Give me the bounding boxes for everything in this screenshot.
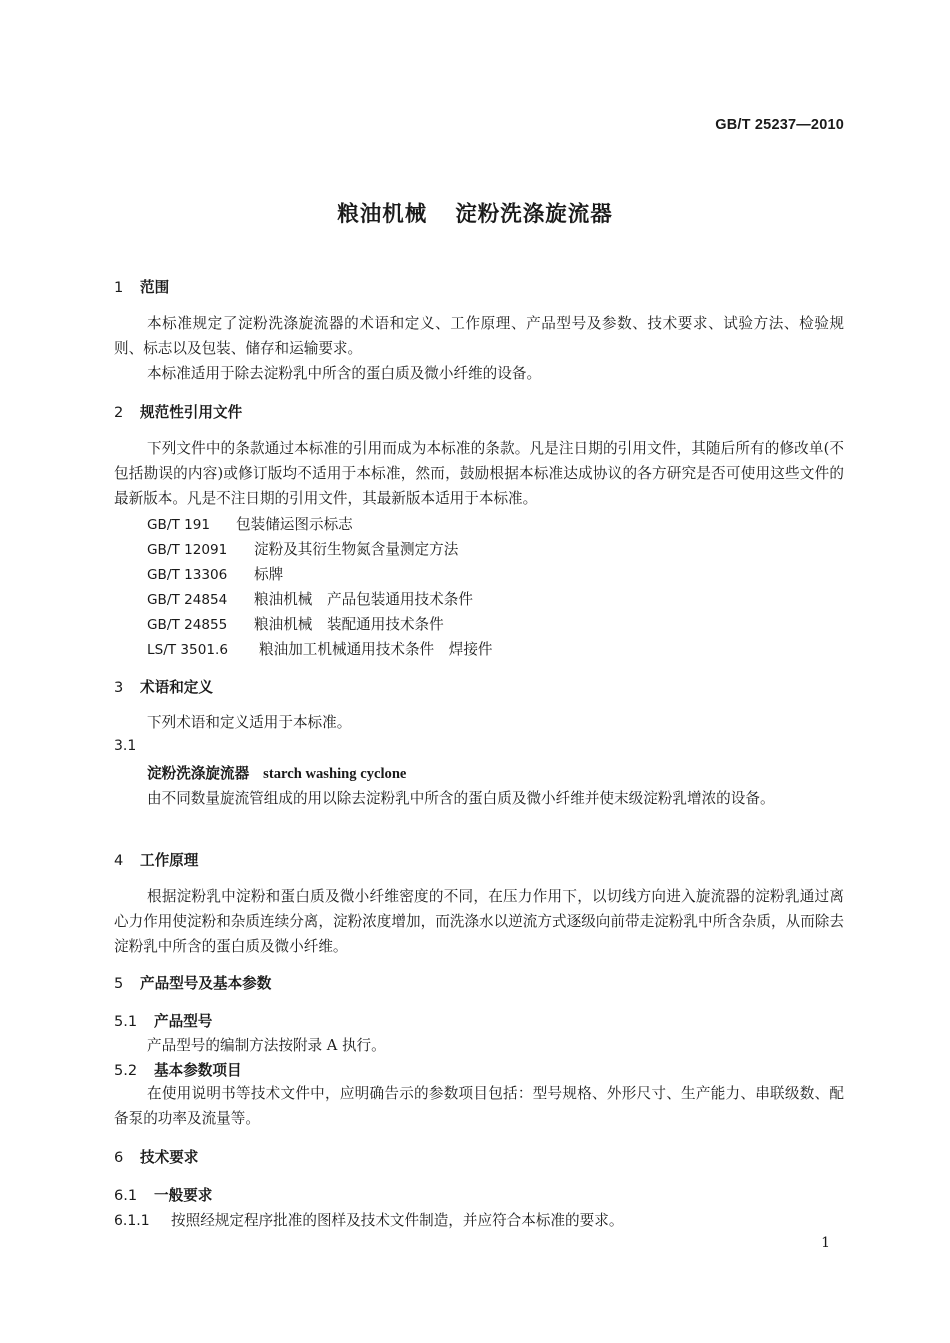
section-4-paragraph-1: 根据淀粉乳中淀粉和蛋白质及微小纤维密度的不同，在压力作用下，以切线方向进入旋流器的淀粉乳通过离心力作用使淀粉和杂质连续分离，淀粉浓度增加，而洗涤水以逆流方式逐级向前带走淀粉乳中所含杂质，从而除去淀粉乳中所含的蛋白质及微小纤维。 [114,888,844,956]
reference-item [147,538,458,559]
title-part2: 淀粉洗涤旋流器 [455,202,613,227]
subsection-3-1-number: 3.1 [114,738,137,754]
subsection-5-1-heading [114,1010,212,1031]
reference-title: 粮油机械 装配通用技术条件 [254,616,444,633]
reference-code: GB/T 24855 [147,617,228,633]
section-5-heading [114,972,271,993]
subsection-6-1-heading [114,1184,212,1205]
section-title: 产品型号及基本参数 [140,975,272,992]
reference-title: 包装储运图示标志 [236,516,353,533]
section-1-heading [114,276,169,297]
title-part1: 粮油机械 [337,202,428,227]
page-number: 1 [821,1235,830,1251]
reference-code: GB/T 12091 [147,542,228,558]
subsection-title: 一般要求 [154,1187,213,1204]
subsection-5-1-text: 产品型号的编制方法按附录 A 执行。 [147,1037,386,1054]
section-title: 范围 [140,279,170,296]
section-4-heading [114,849,198,870]
subsection-title: 产品型号 [154,1013,213,1030]
reference-title: 粮油加工机械通用技术条件 焊接件 [259,641,493,658]
reference-item [147,613,444,634]
reference-code: LS/T 3501.6 [147,642,228,658]
section-title: 技术要求 [140,1149,199,1166]
subsection-title: 基本参数项目 [154,1062,242,1079]
subsection-5-2-heading [114,1059,242,1080]
reference-item [147,563,283,584]
term-entry [147,762,406,783]
reference-title: 淀粉及其衍生物氮含量测定方法 [254,541,459,558]
section-title: 规范性引用文件 [140,404,243,421]
section-title: 术语和定义 [140,679,213,696]
section-1-paragraph-2: 本标准适用于除去淀粉乳中所含的蛋白质及微小纤维的设备。 [147,365,542,382]
subsection-number: 6.1 [114,1187,138,1204]
section-6-heading [114,1146,198,1167]
section-3-heading [114,676,213,697]
section-1-paragraph-1: 本标准规定了淀粉洗涤旋流器的术语和定义、工作原理、产品型号及参数、技术要求、试验方法、检验规则、标志以及包装、储存和运输要求。 [114,315,844,358]
section-2-heading [114,401,242,422]
reference-code: GB/T 13306 [147,567,228,583]
clause-number: 6.1.1 [114,1213,150,1229]
reference-code: GB/T 191 [147,517,211,533]
reference-title: 标牌 [254,566,284,583]
section-number: 1 [114,279,124,296]
reference-title: 粮油机械 产品包装通用技术条件 [254,591,473,608]
reference-item [147,638,493,659]
clause-6-1-1 [114,1209,623,1230]
subsection-number: 5.1 [114,1013,138,1030]
section-number: 2 [114,404,124,421]
section-number: 6 [114,1149,124,1166]
section-number: 4 [114,852,124,869]
clause-text: 按照经规定程序批准的图样及技术文件制造，并应符合本标准的要求。 [171,1212,624,1229]
standard-code: GB/T 25237—2010 [715,117,844,133]
term-definition: 由不同数量旋流管组成的用以除去淀粉乳中所含的蛋白质及微小纤维并使末级淀粉乳增浓的设备。 [147,790,775,807]
subsection-5-2-text: 在使用说明书等技术文件中，应明确告示的参数项目包括：型号规格、外形尺寸、生产能力、串联级数、配备泵的功率及流量等。 [114,1085,844,1128]
reference-item [147,588,473,609]
subsection-number: 5.2 [114,1062,138,1079]
term-english: starch washing cyclone [263,766,407,782]
reference-code: GB/T 24854 [147,592,228,608]
section-number: 5 [114,975,124,992]
term-chinese: 淀粉洗涤旋流器 [147,765,250,782]
section-number: 3 [114,679,124,696]
section-title: 工作原理 [140,852,199,869]
reference-item [147,513,353,534]
document-title [0,197,950,228]
section-2-paragraph-1: 下列文件中的条款通过本标准的引用而成为本标准的条款。凡是注日期的引用文件，其随后所有的修改单(不包括勘误的内容)或修订版均不适用于本标准，然而，鼓励根据本标准达成协议的各方研究是否可使用这些文件的最新版本。凡是不注日期的引用文件，其最新版本适用于本标准。 [114,440,844,508]
section-3-paragraph-1: 下列术语和定义适用于本标准。 [147,714,352,731]
